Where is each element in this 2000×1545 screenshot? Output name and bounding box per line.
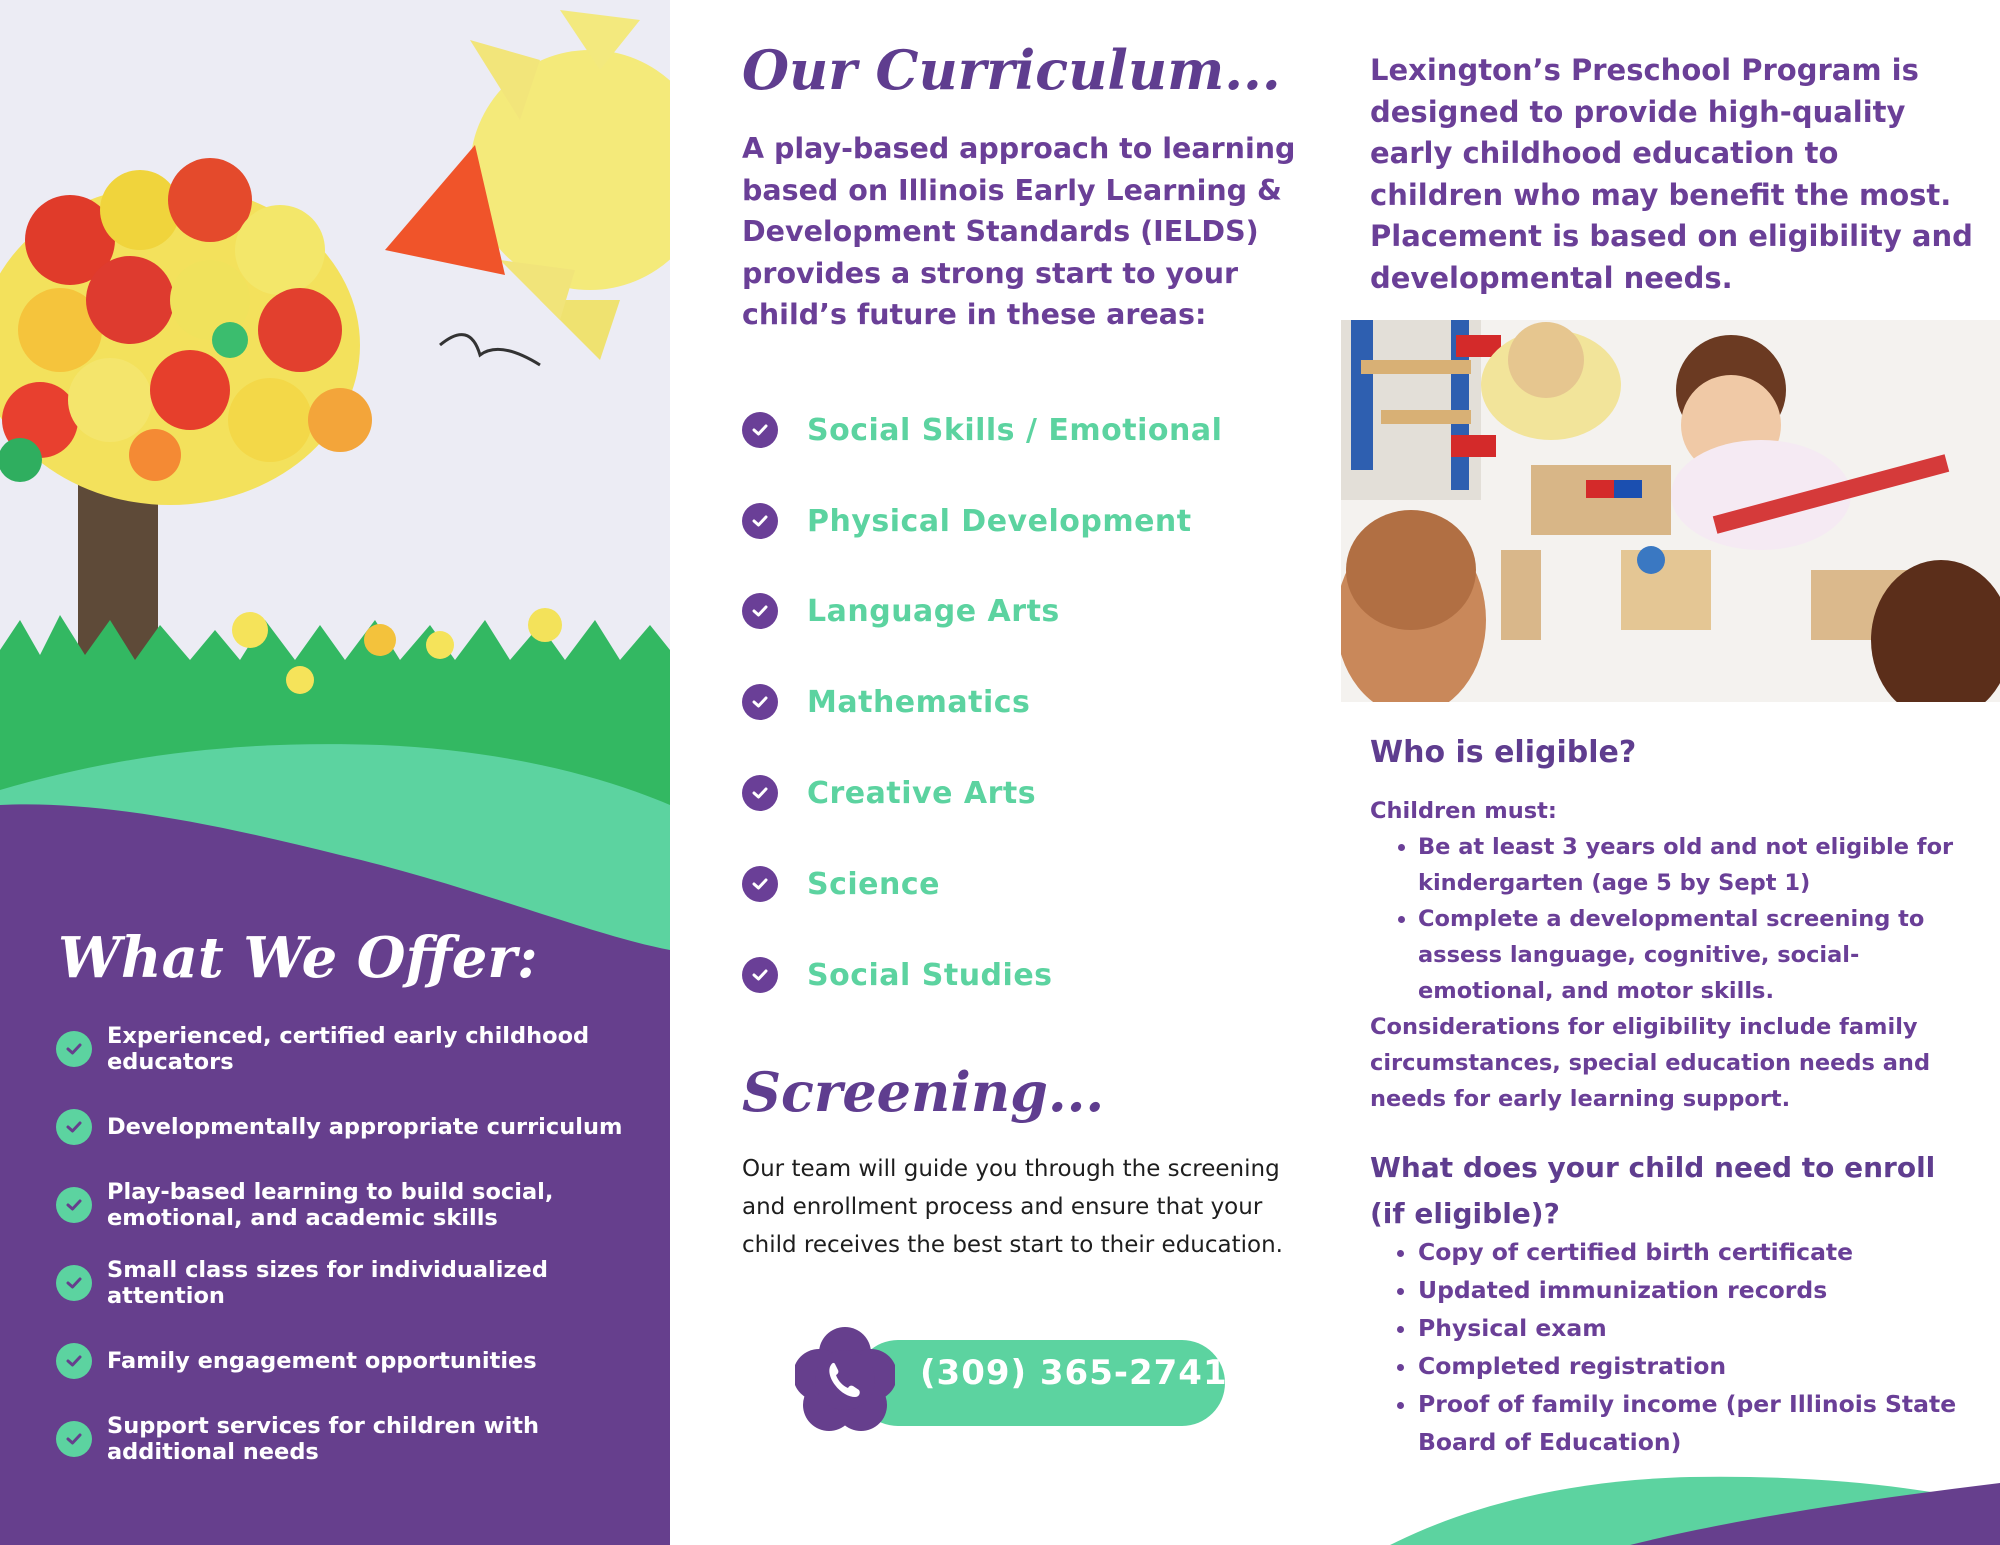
list-item [742,957,1053,993]
list-item [742,684,1030,720]
offer-item-label: Developmentally appropriate curriculum [107,1114,623,1140]
curriculum-area-label: Social Skills / Emotional [807,412,1223,448]
list-item: • Physical exam [1418,1309,2000,1347]
offer-title: What We Offer: [58,925,538,991]
eligibility-section [1370,793,1970,1117]
list-item [742,866,940,902]
curriculum-area-label: Language Arts [807,593,1060,629]
check-icon [742,593,778,629]
list-item [742,412,1222,448]
list-item [742,775,1036,811]
eligibility-lead: Children must: [1370,798,1557,824]
check-icon [742,412,778,448]
check-icon [56,1421,92,1457]
list-item: • Complete a developmental screening to assess language, cognitive, social-emotional, and motor skills. [1418,901,1970,1009]
check-icon [56,1265,92,1301]
check-icon [56,1343,92,1379]
program-intro: Lexington’s Preschool Program is designed to provide high-quality early childhood education to children who may benefit the most. Placement is based on eligibility and developmental needs. [1370,53,1973,295]
curriculum-area-label: Creative Arts [807,775,1037,811]
offer-list [56,1022,646,1466]
curriculum-description: A play-based approach to learning based on Illinois Early Learning & Development Standards (IELDS) provides a strong start to your child’s future in these areas: [742,132,1296,331]
check-icon [56,1031,92,1067]
curriculum-area-label: Mathematics [807,684,1031,720]
offer-item-label: Experienced, certified early childhood educators [107,1023,590,1075]
eligibility-considerations: Considerations for eligibility include family circumstances, special education needs and needs for early learning support. [1370,1014,1931,1112]
list-item [56,1178,646,1232]
phone-icon [795,1325,895,1435]
offer-item-label: Play-based learning to build social, emotional, and academic skills [107,1179,554,1231]
phone-contact[interactable] [795,1325,1230,1425]
bottom-wave-decoration [1390,1465,2000,1545]
children-playing-photo [1341,320,2000,702]
check-icon [742,866,778,902]
check-icon [742,775,778,811]
check-icon [742,957,778,993]
curriculum-area-label: Social Studies [807,957,1053,993]
list-item [56,1256,646,1310]
list-item [742,593,1060,629]
enroll-list [1370,1233,2000,1461]
offer-item-label: Small class sizes for individualized attention [107,1257,548,1309]
screening-title: Screening... [742,1060,1105,1124]
list-item: • Updated immunization records [1418,1271,2000,1309]
check-icon [56,1109,92,1145]
list-item: • Be at least 3 years old and not eligible for kindergarten (age 5 by Sept 1) [1418,829,1970,901]
list-item: • Copy of certified birth certificate [1418,1233,2000,1271]
screening-description: Our team will guide you through the screening and enrollment process and ensure that your child receives the best start to their education. [742,1156,1283,1258]
list-item: • Completed registration [1418,1347,2000,1385]
eligibility-title: Who is eligible? [1370,735,1637,770]
craft-tree-artwork [0,0,670,820]
list-item [56,1334,646,1388]
curriculum-area-label: Science [807,866,941,902]
list-item: • Proof of family income (per Illinois State Board of Education) [1418,1385,2000,1461]
list-item [56,1100,646,1154]
curriculum-title: Our Curriculum... [742,38,1281,102]
phone-number[interactable]: (309) 365-2741 [920,1353,1228,1393]
list-item [56,1412,646,1466]
check-icon [742,503,778,539]
check-icon [56,1187,92,1223]
enroll-title: What does your child need to enroll (if eligible)? [1370,1151,1936,1230]
offer-item-label: Support services for children with additional needs [107,1413,540,1465]
list-item [742,503,1192,539]
check-icon [742,684,778,720]
offer-item-label: Family engagement opportunities [107,1348,537,1374]
left-panel [0,0,670,1545]
eligibility-list [1370,829,1970,1009]
curriculum-area-label: Physical Development [807,503,1192,539]
list-item [56,1022,646,1076]
